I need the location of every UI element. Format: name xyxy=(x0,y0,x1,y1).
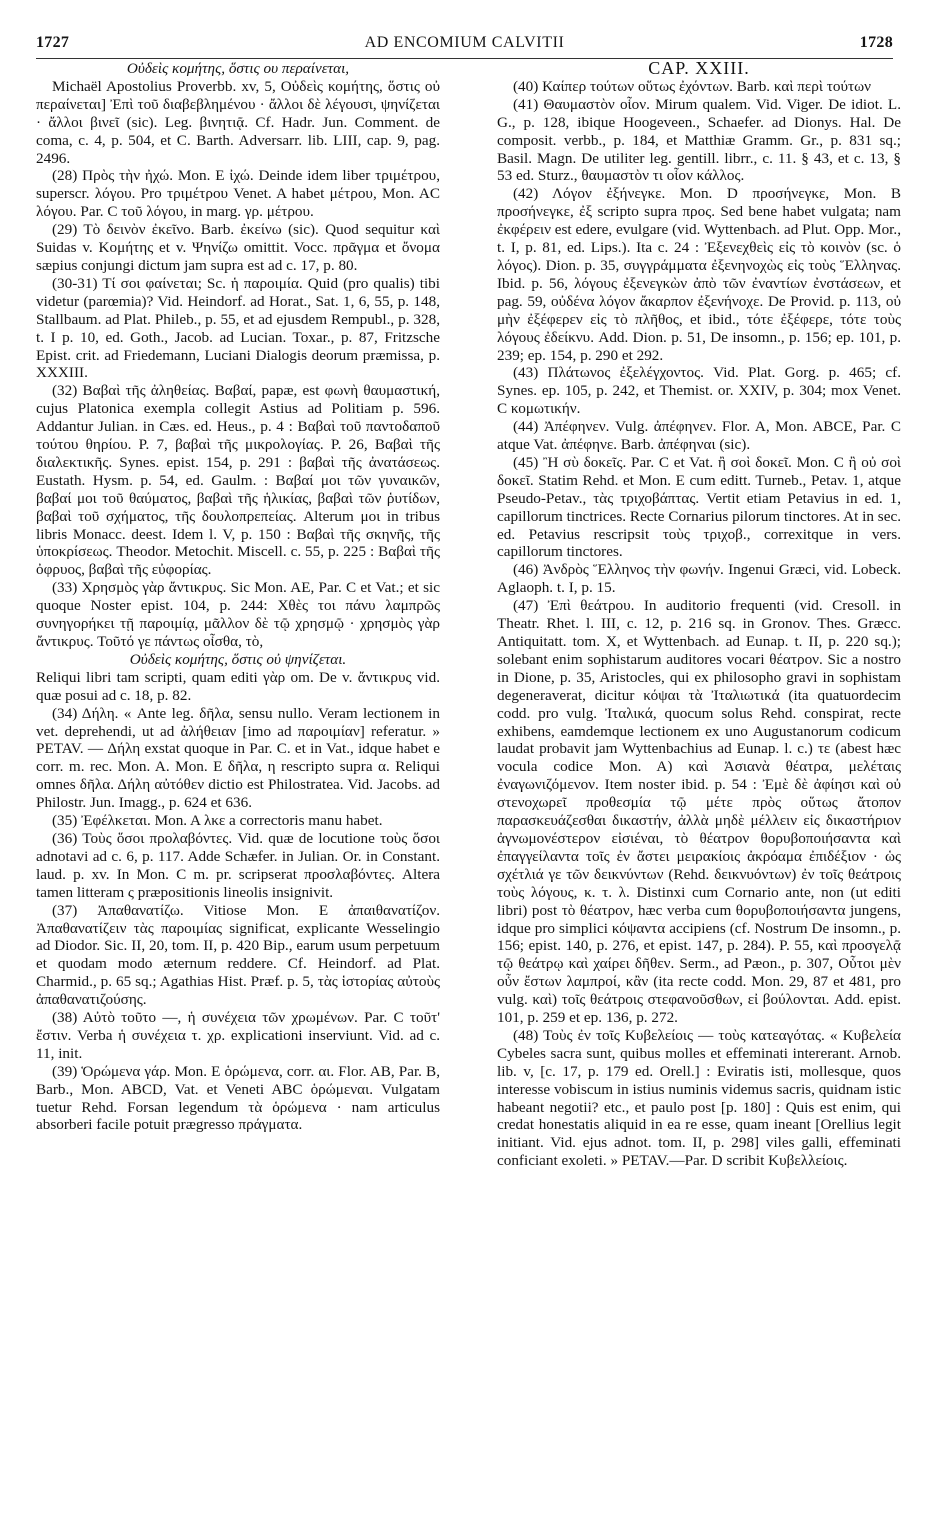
note-41: (41) Θαυμαστὸν οἷον. Mirum qualem. Vid. Viger. De idiot. L. G., p. 128, ibique Hoogeveen., Schaefer. ad Dionys. Hal. De composit. verbb., p. 184, et Matthiæ Gramm. Gr., p. 831 sq.; Basil. Magn. De utiliter leg. gentill. librr., c. 11. § 43, et c. 13, § 53 ed. Sturz., θαυμαστὸν τι οἷον κάλλος. xyxy=(497,95,901,185)
note-43: (43) Πλάτωνος ἐξελέγχοντος. Vid. Plat. Gorg. p. 465; cf. Synes. ep. 105, p. 242, et Themist. or. XXIV, p. 304; mox Venet. C κομωτικήν. xyxy=(497,364,901,418)
note-29: (29) Τὸ δεινὸν ἐκεῖνο. Barb. ἐκείνω (sic). Quod sequitur καὶ Suidas v. Κομήτης et v. Ψηνίζω omittit. Vocc. πρᾶγμα et ὄνομα sæpius conjungi dictum jam supra est ad c. 17, p. 80. xyxy=(36,221,440,274)
note-45: (45) Ἢ σὺ δοκεῖς. Par. C et Vat. ἢ σοὶ δοκεῖ. Mon. C ἢ οὐ σοὶ δοκεῖ. Statim Rehd. et Mon. E cum editt. Turneb., Petav. 1, atque Pseudo-Petav., τὰς τριχοβάπτας. Vertit etiam Petavius in ed. 1, capillorum tinctrices. Recte Cornarius pilorum tinctores. At in sec. ed. Petavius rescripsit τοὺς τριχοβ., correxitque in vers. capillorum tinctores. xyxy=(497,453,901,561)
note-38: (38) Αὐτὸ τοῦτο —, ἡ συνέχεια τῶν χρωμένων. Par. C τοῦτ' ἔστιν. Verba ἡ συνέχεια τ. χρ. explicationi inserviunt. Vid. ad c. 11, init. xyxy=(36,1009,440,1062)
right-column xyxy=(497,60,901,1170)
note-48: (48) Τοὺς ἐν τοῖς Κυβελείοις — τοὺς κατεαγότας. « Κυβελεία Cybeles sacra sunt, quibus molles et effeminati intererant. Arnob. lib. v, [c. 17, p. 179 ed. Orell.] : Eviratis isti, mollesque, quos interesse vobiscum in istius numinis videmus sacris, quidnam istic habeant negotii? etc., et paulo post [p. 180] : Quis est enim, qui credat honestatis aliquid in ea re esse, quam ineant [Orellius legit initiant. Vid. ejus adnot. tom. II, p. 298] viles galli, effeminati conficiant exoleti. » PETAV.—Par. D scribit Κυβελλείοις. xyxy=(497,1026,901,1170)
verse-quote: Οὐδεὶς κομήτης, ὅστις οὐ ψηνίζεται. xyxy=(129,650,347,668)
note-37: (37) Ἀπαθανατίζω. Vitiose Mon. E ἀπαιθανατίζον. Ἀπαθανατίζειν τὰς παροιμίας significat, explicante Wesselingio ad Diodor. Sic. II, 20, tom. II, p. 420 Bip., earum usum perpetuum et quodam modo æternum reddere. Cf. Heindorf. ad Plat. Charmid., p. 65 sq.; Agathias Hist. Præf. p. 5, τὰς ἱστορίας αὐτοὺς ἀπαθανατιζούσης. xyxy=(36,901,440,1009)
left-column xyxy=(36,60,440,1134)
note-39: (39) Ὁρώμενα γάρ. Mon. E ὁρώμενα, corr. αι. Flor. AB, Par. B, Barb., Mon. ABCD, Vat. et Veneti ABC ὁρώμεναι. Vulgatam tuetur Rehd. Forsan legendum τὰ ὁρώμενα · nam articulus absorberi facile potuit prægresso πράγματα. xyxy=(36,1062,440,1134)
note-35: (35) Ἐφέλκεται. Mon. A λκε a correctoris manu habet. xyxy=(52,812,383,830)
note-42: (42) Λόγον ἐξήνεγκε. Mon. D προσήνεγκε, Mon. B προσήνεγκε, ἐξ scripto supra προς. Sed bene habet vulgata; nam ἐκφέρειν est edere, evulgare (vid. Wyttenbach. ad Plut. Opp. Mor., t. I, p. 81, ed. Lips.). Ita c. 24 : Ἐξενεχθεὶς εἰς τὸ κοινὸν (sc. ὁ λόγος). Dion. p. 35, συγγράμματα ἐξενηνοχὼς εἰς τοὺς Ἕλληνας. Ibid. p. 56, λόγους ἐξενεγκὼν ἀπὸ τῶν ἐναντίων ἐνστάσεων, et pag. 59, οὐδένα λόγον ἄκαρπον ἐξενήνοχε. De Provid. p. 113, οὐ μὴν ἐξέφερεν εἰς τὸ πλῆθος, et ibid., τότε ἐξέφερε, τότε τοὺς λόγους ἐδείκνυ. Add. Dion. p. 51, De insomn., p. 156; ep. 101, p. 239; ep. 154, p. 290 et 292. xyxy=(497,185,901,364)
note-46: (46) Ἀνδρὸς Ἕλληνος τὴν φωνήν. Ingenui Græci, vid. Lobeck. Aglaoph. t. I, p. 15. xyxy=(497,561,901,597)
right-column-number: 1728 xyxy=(859,34,893,51)
header-rule xyxy=(36,58,893,59)
verse-lemma: Οὐδεὶς κομήτης, ὅστις ου περαίνεται, xyxy=(126,60,350,77)
note-36: (36) Τοὺς ὅσοι προλαβόντες. Vid. quæ de locutione τοὺς ὅσοι adnotavi ad c. 6, p. 117. Adde Schæfer. in Julian. Or. in Constant. laud. p. xv. In Mon. C m. pr. scripserat προσλαβόντες. Altera tamen litteram ς præpositionis lineolis insignivit. xyxy=(36,829,440,901)
note-apostolius: Michaël Apostolius Proverbb. xv, 5, Οὐδεὶς κομήτης, ὅστις οὐ περαίνεται] Ἐπὶ τοῦ διαβεβλημένου · ἄλλοι δὲ λέγουσι, ψηνίζεται · ἄλλοι βινεῖ (sic). Leg. βινητιᾷ. Cf. Hadr. Jun. Comment. de coma, c. 4, p. 504, et C. Barth. Adversarr. lib. LIII, cap. 9, pag. 2496. xyxy=(36,77,440,167)
running-head xyxy=(36,34,893,58)
note-33-cont: Reliqui libri tam scripti, quam editi γὰρ om. De v. ἄντικρυς vid. quæ posui ad c. 18, p. 82. xyxy=(36,668,440,704)
note-32: (32) Βαβαὶ τῆς ἀληθείας. Βαβαί, papæ, est φωνὴ θαυμαστική, cujus Platonica exempla collegit Astius ad Politiam p. 596. Addantur Julian. in Cæs. ed. Heus., p. 4 : Βαβαὶ τοῦ παντοδαποῦ τούτου θηρίου. P. 7, βαβαὶ τῆς μικρολογίας. P. 26, Βαβαὶ τῆς διαλεκτικῆς. Synes. epist. 154, p. 291 : βαβαὶ τῆς ἀνατάσεως. Eustath. Hysm. p. 54, ed. Gaulm. : Βαβαί μοι τῶν γυναικῶν, βαβαί μοι τοῦ θαύματος, βαβαὶ τῆς ἡλικίας, βαβαὶ τῶν ῥυτίδων, βαβαὶ τοῦ σχήματος, τῆς δουλοπρεπείας. Alterum μοι in tribus libris Monacc. deest. Idem l. V, p. 150 : Βαβαὶ τῆς σκηνῆς, τῆς ὑποκρίσεως. Theodor. Metochit. Miscell. c. 55, p. 225 : Βαβαὶ τῆς ὀφρυος, βαβαὶ τῆς εὐφορίας. xyxy=(36,382,440,579)
note-28: (28) Πρὸς τὴν ἠχώ. Mon. E ἰχώ. Deinde idem liber τριμέτρου, superscr. λόγου. Pro τριμέτρου Venet. A habet μέτρου, Mon. AC λόγου. Par. C τοῦ λόγου, in marg. γρ. μέτρου. xyxy=(36,167,440,221)
running-title: AD ENCOMIUM CALVITII xyxy=(364,34,565,51)
chapter-heading: CAP. XXIII. xyxy=(648,58,750,78)
note-34: (34) Δήλη. « Ante leg. δῆλα, sensu nullo. Veram lectionem in vet. deprehendi, ut ad ἀλήθειαν [imo ad παροιμίαν] referatur. » PETAV. — Δήλη exstat quoque in Par. C. et in Vat., idque habet e corr. m. rec. Mon. A. Mon. E δῆλα, η rescripto supra α. Reliqui omnes δῆλα. Δήλη αὐτόθεν dictio est Philostratea. Vid. Jacobs. ad Philostr. Jun. Imagg., p. 624 et 636. xyxy=(36,704,440,812)
note-40: (40) Καίπερ τούτων οὕτως ἐχόντων. Barb. καὶ περὶ τούτων xyxy=(513,77,871,95)
note-44: (44) Ἀπέφηνεν. Vulg. ἀπέφηνεν. Flor. A, Mon. ABCE, Par. C atque Vat. ἀπέφηνε. Barb. ἀπέφηναι (sic). xyxy=(497,418,901,454)
note-30-31: (30-31) Τί σοι φαίνεται; Sc. ἡ παροιμία. Quid (pro qualis) tibi videtur (parœmia)? Vid. Heindorf. ad Horat., Sat. 1, 6, 55, p. 148, Stallbaum. ad Plat. Phileb., p. 55, et ad ejusdem Rempubl., p. 328, t. I p. 10, ed. Goth., Jacob. ad Lucian. Toxar., p. 87, Fritzsche Epist. crit. ad Friedemann, Luciani Dialogis deorum præmissa, p. XXXIII. xyxy=(36,274,440,382)
note-33: (33) Χρησμὸς γὰρ ἄντικρυς. Sic Mon. AE, Par. C et Vat.; et sic quoque Noster epist. 104, p. 244: Χθὲς τοι πάνυ λαμπρῶς συνηγορήκει τῇ παροιμίᾳ, μᾶλλον δὲ τῷ χρησμῷ · χρησμὸς γὰρ ἄντικρυς. Τοῦτό γε πάντως οἶσθα, τὸ, xyxy=(36,579,440,650)
left-column-number: 1727 xyxy=(36,34,70,51)
note-47: (47) Ἐπὶ θεάτρου. In auditorio frequenti (vid. Cresoll. in Theatr. Rhet. l. III, c. 12, p. 216 sq. in Gronov. Thes. Græcc. Antiquitatt. tom. X, et Wyttenbach. ad Eunap. t. II, p. 220 sq.); solebant enim sophistarum auditores vocari θέατρον. Sic a nostro in Dione, p. 35, Aristocles, qui ex philosopho gravi in sophistam degeneraverat, dicitur κόψαι τὰ Ἰταλιωτικά (ita quatuordecim codd. pro vulg. Ἰταλικά, quocum solus Rehd. conspirat, recte exhibens, eamdemque lectionem ex uno Augustanorum codicum laudat probavit jam Wyttenbachius ad Eunap. l. c.) τε (abest hæc vocula codice Mon. A) καὶ Ἀσιανὰ θέατρα, μελέταις ἐναγωνιζόμενον. Item noster ibid. p. 54 : Ἐμὲ δὲ ἀφίησι καὶ οὐ στενοχωρεῖ προθεσμία τῷ μέτε πρὸς οὕτως ἄτοπον παρασκευάζεσθαι δικαστήν, ἀλλὰ μηδὲ μέλλειν εἰς δικαστήριον ἀγνωμονέστερον εἰσιέναι, τὸ θέατρον θορυβοποιήσαντα καὶ ἐπαγγείλαντα τοῖς ἐν ἄστει μειρακίοις ἀκρόαμα ἐπιδέξιον · ὡς σχέτλιά γε τῶν δεικνύντων (Rehd. δεικνυόντων) ἐν τοῖς θεάτροις τοὺς λόγους, κ. τ. λ. Distinxi cum Cornario ante, non (ut editi libri) post τὸ θέατρον, hæc verba cum θορυβοποιήσαντα jungens, idque pro simplici κόψαντα accipiens (cf. Nostrum De insomn., p. 156; epist. 140, p. 276, et epist. 147, p. 284). P. 55, καὶ προσγελᾷ τῷ θεάτρῳ καὶ χαίρει δῆθεν. Serm., ad Pæon., p. 307, Οὗτοι μὲν οὖν ἔστων λαμπροί, κἂν (ita recte codd. Mon. 29, 87 et 481, pro vulg. καὶ) τοῖς θεάτροις στεφανοῦσθων, εἰ βούλονται. Add. epist. 101, p. 259 et ep. 136, p. 272. xyxy=(497,597,901,1027)
